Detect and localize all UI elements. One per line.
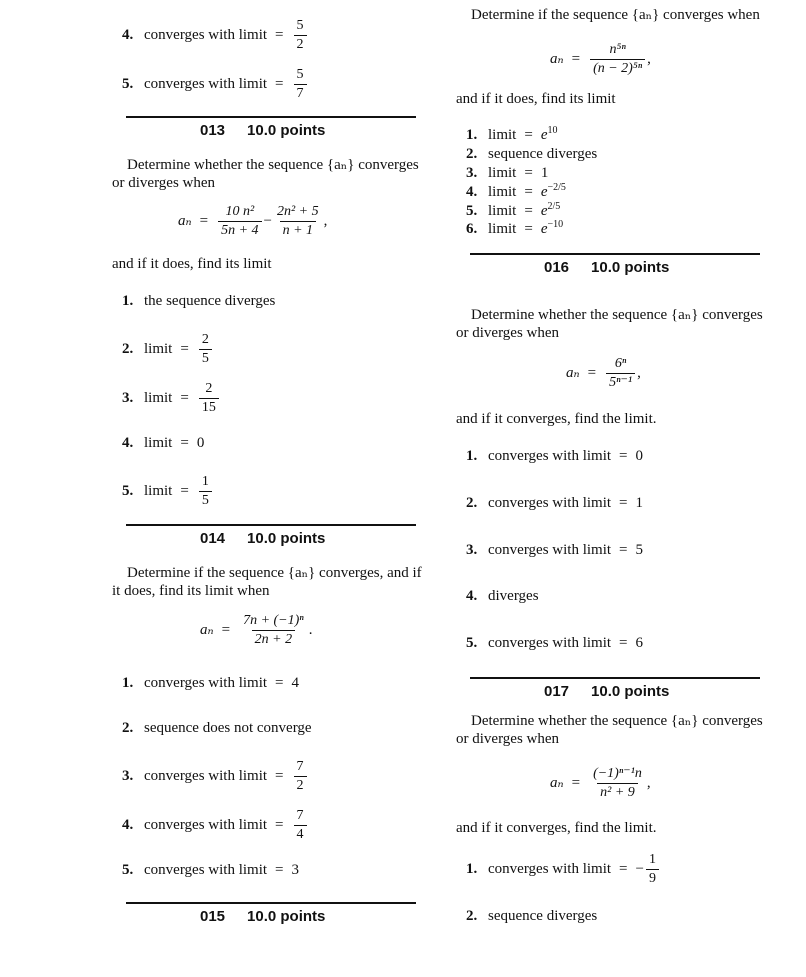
choice-text: limit xyxy=(488,221,517,237)
choice-text: converges with limit xyxy=(488,495,612,511)
numerator: 1 xyxy=(201,474,209,489)
choice-value: e xyxy=(540,184,548,200)
question-formula xyxy=(550,42,651,77)
formula-lhs: aₙ xyxy=(566,364,580,381)
fraction xyxy=(590,766,645,801)
choice-number: 5. xyxy=(466,203,478,219)
equals-sign: = xyxy=(180,482,189,499)
choice-number: 2. xyxy=(122,720,134,736)
equals-sign: = xyxy=(199,212,209,229)
formula-tail: , xyxy=(646,774,651,791)
question-followup: and if it converges, find the limit. xyxy=(456,820,657,836)
numerator: 1 xyxy=(648,852,656,867)
choice-text: sequence diverges xyxy=(488,146,598,162)
numerator: 7n + (−1)ⁿ xyxy=(243,613,304,628)
exponent: 2/5 xyxy=(547,201,561,212)
choice-text: limit xyxy=(488,203,517,219)
choice-number: 6. xyxy=(466,221,478,237)
choice-2 xyxy=(466,146,597,163)
choice-text: sequence does not converge xyxy=(144,720,312,736)
choice-2 xyxy=(122,720,312,737)
choice-5 xyxy=(122,862,299,879)
exponent: −10 xyxy=(547,219,564,230)
equals-sign: = xyxy=(275,767,284,784)
formula-tail: . xyxy=(308,621,313,638)
choice-text: converges with limit xyxy=(144,75,268,92)
choice-2 xyxy=(466,495,643,512)
equals-sign: = xyxy=(221,621,231,638)
choice-number: 2. xyxy=(466,495,478,511)
equals-sign: = xyxy=(524,165,533,181)
equals-sign: = xyxy=(275,75,284,92)
numerator: (−1)ⁿ⁻¹n xyxy=(593,766,642,781)
question-number: 017 xyxy=(544,683,570,700)
choice-number: 4. xyxy=(122,435,134,451)
section-divider xyxy=(470,253,760,255)
choice-number: 4. xyxy=(122,816,134,833)
numerator: 2 xyxy=(201,332,209,347)
fraction xyxy=(606,356,635,391)
equals-sign: = xyxy=(275,862,284,878)
question-prompt: Determine whether the sequence {aₙ} converges or diverges when xyxy=(456,713,763,747)
minus-sign: − xyxy=(635,860,644,877)
minus-sign: − xyxy=(263,212,272,229)
choice-1 xyxy=(466,448,643,465)
choice-text: converges with limit xyxy=(144,675,268,691)
choice-text: converges with limit xyxy=(488,448,612,464)
fraction xyxy=(294,67,307,102)
choice-number: 4. xyxy=(122,26,134,43)
choice-text: limit xyxy=(144,435,173,451)
numerator: 2n² + 5 xyxy=(276,204,319,219)
numerator: 7 xyxy=(296,759,304,774)
choice-4 xyxy=(466,588,539,605)
question-number: 016 xyxy=(544,259,570,276)
choice-4 xyxy=(122,435,204,452)
equals-sign: = xyxy=(619,635,628,651)
question-header-017 xyxy=(544,683,669,700)
choice-text: limit xyxy=(144,482,173,499)
choice-value: 1 xyxy=(540,165,549,181)
fraction xyxy=(294,808,307,843)
equals-sign: = xyxy=(180,389,189,406)
equals-sign: = xyxy=(180,340,189,357)
choice-value: 0 xyxy=(196,435,205,451)
denominator: 9 xyxy=(646,869,659,887)
choice-3 xyxy=(122,381,221,416)
choice-text: converges with limit xyxy=(144,816,268,833)
equals-sign: = xyxy=(275,26,284,43)
formula-lhs: aₙ xyxy=(178,212,192,229)
question-prompt: Determine if the sequence {aₙ} converges when xyxy=(471,7,760,23)
question-formula xyxy=(566,356,641,391)
choice-text: limit xyxy=(488,127,517,143)
fraction xyxy=(274,204,322,239)
fraction xyxy=(199,332,212,367)
choice-5 xyxy=(466,203,560,220)
fraction xyxy=(218,204,261,239)
equals-sign: = xyxy=(524,203,533,219)
formula-tail: , xyxy=(647,50,651,67)
choice-value: 1 xyxy=(635,495,644,511)
equals-sign: = xyxy=(619,448,628,464)
section-divider xyxy=(126,902,416,904)
fraction xyxy=(199,474,212,509)
choice-text: limit xyxy=(488,165,517,181)
choice-number: 1. xyxy=(122,293,134,309)
question-prompt: Determine if the sequence {aₙ} converges, and if it does, find its limit when xyxy=(112,565,422,599)
choice-1 xyxy=(466,852,661,887)
choice-text: limit xyxy=(144,340,173,357)
fraction xyxy=(646,852,659,887)
question-followup: and if it does, find its limit xyxy=(112,256,272,272)
choice-text: limit xyxy=(488,184,517,200)
formula-tail: , xyxy=(323,212,328,229)
question-points: 10.0 points xyxy=(591,259,670,276)
choice-6 xyxy=(466,221,563,238)
denominator: 5ⁿ⁻¹ xyxy=(606,373,635,391)
question-prompt: Determine whether the sequence {aₙ} converges or diverges when xyxy=(112,157,419,191)
denominator: 2 xyxy=(294,35,307,53)
choice-value: 6 xyxy=(635,635,644,651)
choice-value: 4 xyxy=(291,675,300,691)
question-number: 014 xyxy=(200,530,226,547)
choice-1 xyxy=(122,675,299,692)
question-points: 10.0 points xyxy=(591,683,670,700)
choice-3 xyxy=(122,759,309,794)
numerator: 10 n² xyxy=(225,204,255,219)
choice-value: e xyxy=(540,221,548,237)
equals-sign: = xyxy=(180,435,189,451)
equals-sign: = xyxy=(571,774,581,791)
choice-4 xyxy=(466,184,566,201)
choice-number: 1. xyxy=(466,127,478,143)
numerator: 6ⁿ xyxy=(614,356,627,371)
question-header-016 xyxy=(544,259,669,276)
choice-number: 3. xyxy=(122,767,134,784)
choice-number: 5. xyxy=(122,75,134,92)
exponent: −2/5 xyxy=(547,182,566,193)
numerator: 7 xyxy=(296,808,304,823)
denominator: (n − 2)⁵ⁿ xyxy=(590,59,645,77)
choice-number: 3. xyxy=(466,165,478,181)
choice-number: 5. xyxy=(122,862,134,878)
exponent: 10 xyxy=(547,125,558,136)
choice-number: 3. xyxy=(466,542,478,558)
fraction xyxy=(590,42,645,77)
choice-text: converges with limit xyxy=(144,862,268,878)
choice-5 xyxy=(122,474,214,509)
choice-text: sequence diverges xyxy=(488,908,598,924)
question-followup: and if it converges, find the limit. xyxy=(456,411,657,427)
equals-sign: = xyxy=(619,860,628,877)
fraction xyxy=(240,613,307,648)
choice-3 xyxy=(466,542,643,559)
choice-1 xyxy=(466,127,557,144)
choice-value: e xyxy=(540,127,548,143)
choice-text: limit xyxy=(144,389,173,406)
equals-sign: = xyxy=(619,542,628,558)
question-points: 10.0 points xyxy=(247,530,326,547)
fraction xyxy=(199,381,219,416)
choice-value: 0 xyxy=(635,448,644,464)
choice-text: converges with limit xyxy=(144,767,268,784)
equals-sign: = xyxy=(275,675,284,691)
equals-sign: = xyxy=(524,184,533,200)
choice-2 xyxy=(122,332,214,367)
numerator: 2 xyxy=(205,381,213,396)
choice-text: diverges xyxy=(488,588,539,604)
denominator: 5n + 4 xyxy=(218,221,261,239)
formula-lhs: aₙ xyxy=(550,774,564,791)
choice-4 xyxy=(122,18,309,53)
question-formula xyxy=(200,613,312,648)
choice-value: 3 xyxy=(291,862,300,878)
equals-sign: = xyxy=(524,127,533,143)
choice-number: 2. xyxy=(122,340,134,357)
denominator: 5 xyxy=(199,349,212,367)
question-formula xyxy=(178,204,327,239)
denominator: n² + 9 xyxy=(597,783,638,801)
equals-sign: = xyxy=(275,816,284,833)
choice-1 xyxy=(122,293,275,310)
choice-text: converges with limit xyxy=(144,26,268,43)
question-header-015 xyxy=(200,908,325,925)
choice-number: 2. xyxy=(466,908,478,924)
choice-value: 5 xyxy=(635,542,644,558)
choice-number: 1. xyxy=(466,448,478,464)
question-points: 10.0 points xyxy=(247,122,326,139)
numerator: 5 xyxy=(296,67,304,82)
question-header-014 xyxy=(200,530,325,547)
choice-number: 4. xyxy=(466,184,478,200)
numerator: n⁵ⁿ xyxy=(609,42,626,57)
denominator: 7 xyxy=(294,84,307,102)
question-header-013 xyxy=(200,122,325,139)
choice-number: 2. xyxy=(466,146,478,162)
choice-number: 5. xyxy=(122,482,134,499)
denominator: 15 xyxy=(199,398,219,416)
choice-text: converges with limit xyxy=(488,542,612,558)
formula-lhs: aₙ xyxy=(200,621,214,638)
question-formula xyxy=(550,766,651,801)
choice-text: converges with limit xyxy=(488,635,612,651)
choice-5 xyxy=(122,67,309,102)
section-divider xyxy=(126,116,416,118)
question-number: 013 xyxy=(200,122,226,139)
denominator: 2 xyxy=(294,776,307,794)
question-prompt: Determine whether the sequence {aₙ} converges or diverges when xyxy=(456,307,763,341)
question-followup: and if it does, find its limit xyxy=(456,91,616,107)
denominator: 2n + 2 xyxy=(252,630,295,648)
choice-2 xyxy=(466,908,597,925)
fraction xyxy=(294,18,307,53)
choice-number: 4. xyxy=(466,588,478,604)
denominator: 4 xyxy=(294,825,307,843)
choice-text: converges with limit xyxy=(488,860,612,877)
question-number: 015 xyxy=(200,908,226,925)
numerator: 5 xyxy=(296,18,304,33)
equals-sign: = xyxy=(524,221,533,237)
choice-number: 1. xyxy=(122,675,134,691)
formula-lhs: aₙ xyxy=(550,50,564,67)
choice-4 xyxy=(122,808,309,843)
equals-sign: = xyxy=(571,50,581,67)
choice-number: 5. xyxy=(466,635,478,651)
choice-3 xyxy=(466,165,548,182)
denominator: 5 xyxy=(199,491,212,509)
section-divider xyxy=(470,677,760,679)
fraction xyxy=(294,759,307,794)
section-divider xyxy=(126,524,416,526)
choice-5 xyxy=(466,635,643,652)
formula-tail: , xyxy=(637,364,641,381)
question-points: 10.0 points xyxy=(247,908,326,925)
choice-text: the sequence diverges xyxy=(144,293,276,309)
denominator: n + 1 xyxy=(280,221,316,239)
equals-sign: = xyxy=(587,364,597,381)
choice-number: 3. xyxy=(122,389,134,406)
choice-number: 1. xyxy=(466,860,478,877)
choice-value: e xyxy=(540,203,548,219)
equals-sign: = xyxy=(619,495,628,511)
